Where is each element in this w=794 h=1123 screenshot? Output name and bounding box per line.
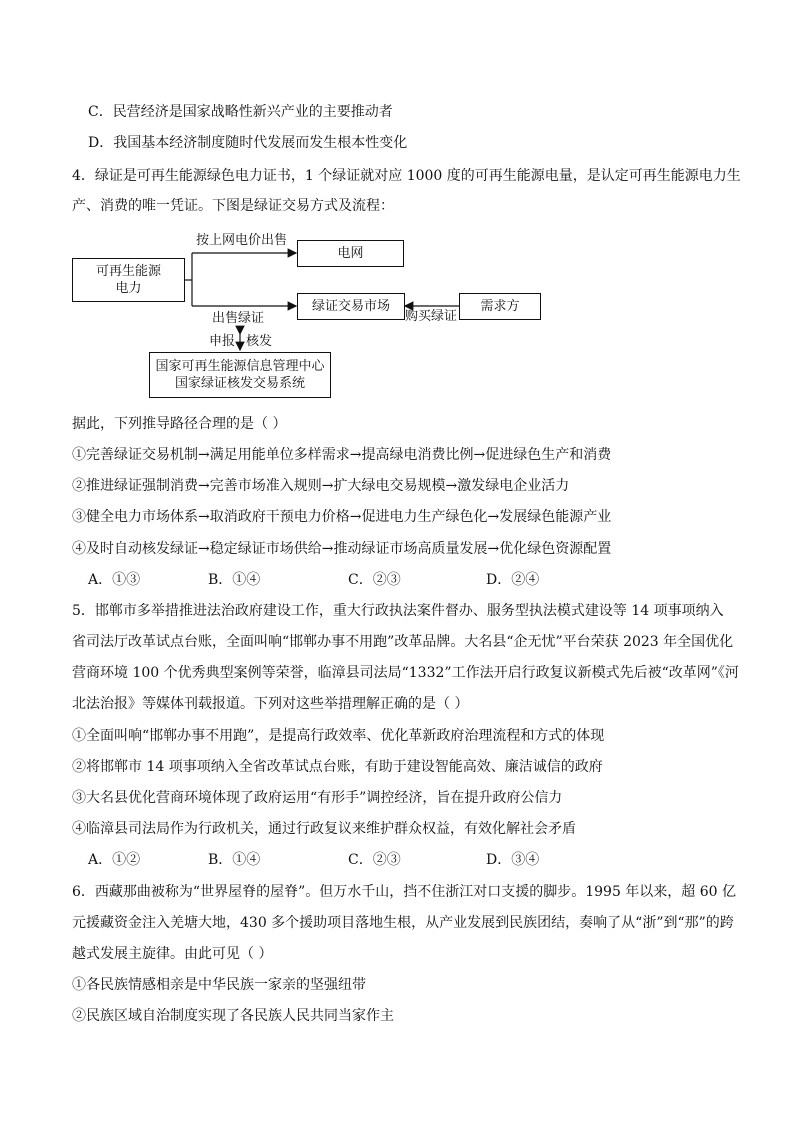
label-apply: 申报 [209, 334, 236, 349]
q3-option-d: D．我国基本经济制度随时代发展而发生根本性变化 [88, 135, 408, 151]
q6-stem-line2: 元援藏资金注入羌塘大地，430 多个援助项目落地生根，从产业发展到民族团结，奏响了从“浙”到“那”的跨 [72, 915, 734, 931]
q5-option-a[interactable]: A．①② [88, 852, 141, 868]
box-national-center [149, 352, 331, 398]
q4-stem-line1: 4．绿证是可再生能源绿色电力证书，1 个绿证就对应 1000 度的可再生能源电量，是认定可再生能源电力生 [72, 168, 741, 184]
q5-option-b[interactable]: B．①④ [208, 852, 261, 868]
box-renewable-power-line1: 可再生能源 [95, 264, 161, 279]
q5-item-3: ③大名县优化营商环境体现了政府运用“有形手”调控经济，旨在提升政府公信力 [72, 790, 563, 806]
box-renewable-power-line2: 电力 [115, 281, 142, 296]
q5-item-4: ④临漳县司法局作为行政机关，通过行政复议来维护群众权益，有效化解社会矛盾 [72, 821, 576, 837]
box-national-center-line1: 国家可再生能源信息管理中心 [155, 359, 325, 374]
q5-stem-line4: 北法治报》等媒体刊载报道。下列对这些举措理解正确的是（ ） [72, 696, 469, 712]
box-demand-side-label: 需求方 [480, 299, 520, 314]
q5-item-2: ②将邯郸市 14 项事项纳入全省改革试点台账，有助于建设智能高效、廉洁诚信的政府 [72, 759, 603, 775]
q4-question: 据此，下列推导路径合理的是（ ） [72, 416, 287, 432]
label-sell-cert: 出售绿证 [212, 311, 265, 326]
q4-option-d[interactable]: D．②④ [486, 572, 540, 588]
q5-stem-line3: 营商环境 100 个优秀典型案例等荣誉，临漳县司法局“1332”工作法开启行政复议新模式先后被“改革网”《河 [72, 665, 739, 681]
box-cert-market [297, 293, 405, 320]
box-grid-label: 电网 [337, 246, 364, 261]
box-cert-market-label: 绿证交易市场 [311, 299, 390, 314]
q4-item-3: ③健全电力市场体系→取消政府干预电力价格→促进电力生产绿色化→发展绿色能源产业 [72, 509, 612, 525]
q6-stem-line1: 6．西藏那曲被称为“世界屋脊的屋脊”。但万水千山，挡不住浙江对口支援的脚步。1995 年以来，超 60 亿 [72, 884, 737, 900]
q5-stem-line2: 省司法厅改革试点台账，全面叫响“邯郸办事不用跑”改革品牌。大名县“企无忧”平台荣获 2023 年全国优化 [72, 634, 734, 650]
box-national-center-line2: 国家绿证核发交易系统 [174, 376, 305, 391]
box-demand-side [459, 293, 541, 320]
q4-option-c[interactable]: C．②③ [348, 572, 401, 588]
q6-stem-line3: 越式发展主旋律。由此可见（ ） [72, 946, 273, 962]
q4-item-2: ②推进绿证强制消费→完善市场准入规则→扩大绿电交易规模→激发绿电企业活力 [72, 478, 570, 494]
q4-option-b[interactable]: B．①④ [208, 572, 261, 588]
box-renewable-power [72, 258, 185, 302]
q6-item-1: ①各民族情感相亲是中华民族一家亲的坚强纽带 [72, 977, 366, 993]
q4-option-a[interactable]: A．①③ [88, 572, 141, 588]
label-issue: 核发 [246, 334, 273, 349]
label-buy-cert: 购买绿证 [405, 309, 458, 324]
q3-option-c: C．民营经济是国家战略性新兴产业的主要推动者 [88, 104, 393, 120]
q6-item-2: ②民族区域自治制度实现了各民族人民共同当家作主 [72, 1008, 394, 1024]
label-sell-at-grid-price: 按上网电价出售 [196, 233, 288, 248]
q4-item-1: ①完善绿证交易机制→满足用能单位多样需求→提高绿电消费比例→促进绿色生产和消费 [72, 447, 612, 463]
q5-option-d[interactable]: D．③④ [486, 852, 540, 868]
diagram-connectors [0, 0, 794, 400]
box-grid [297, 240, 404, 267]
q4-stem-line2: 产、消费的唯一凭证。下图是绿证交易方式及流程： [72, 198, 394, 214]
q5-item-1: ①全面叫响“邯郸办事不用跑”，是提高行政效率、优化革新政府治理流程和方式的体现 [72, 728, 605, 744]
q5-option-c[interactable]: C．②③ [348, 852, 401, 868]
q4-item-4: ④及时自动核发绿证→稳定绿证市场供给→推动绿证市场高质量发展→优化绿色资源配置 [72, 541, 612, 557]
q5-stem-line1: 5．邯郸市多举措推进法治政府建设工作，重大行政执法案件督办、服务型执法模式建设等 14 项事项纳入 [72, 603, 724, 619]
